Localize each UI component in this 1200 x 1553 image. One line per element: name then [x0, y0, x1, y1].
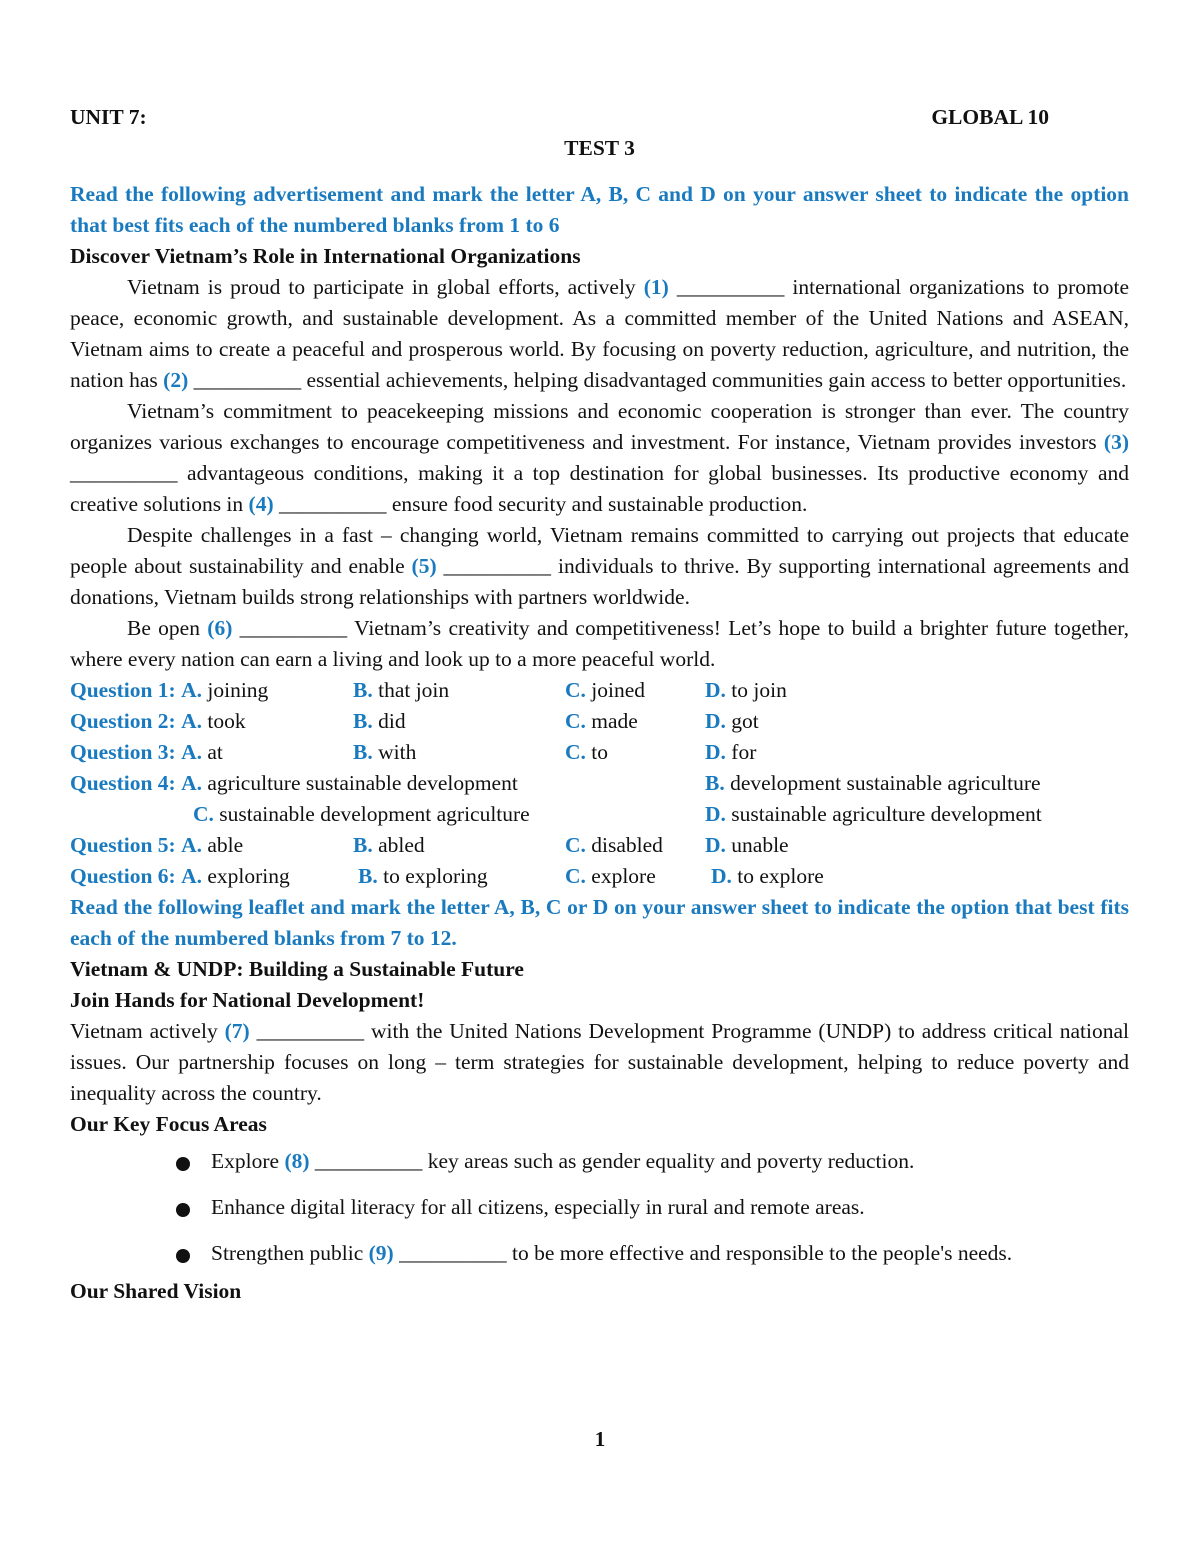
option-b-wrap[interactable]: B. that join — [353, 678, 450, 702]
text: Be open — [127, 616, 208, 640]
section2-instruction: Read the following leaflet and mark the letter A, B, C or D on your answer sheet to indicate the option that best fits each of the numbered blanks from 7 to 12. — [70, 895, 1129, 950]
leaflet-paragraph-1 — [70, 1016, 1129, 1109]
option-a[interactable]: agriculture sustainable development — [207, 771, 518, 795]
text: with the United Nations Development Programme (UNDP) to address critical national issues. Our partnership focuses on long – term strategies for sustainable development, helping to reduce poverty and inequality across the country. — [70, 1019, 1129, 1105]
option-c-wrap[interactable]: C. made — [565, 709, 638, 733]
option-b-wrap[interactable]: B. with — [353, 740, 417, 764]
passage-paragraph-3 — [70, 520, 1129, 613]
text: Despite challenges in a fast – changing world, Vietnam remains committed to carrying out projects that educate people about sustainability and enable — [70, 523, 1129, 578]
list-item: Enhance digital literacy for all citizens, especially in rural and remote areas. — [70, 1192, 1129, 1238]
blank-1: __________ — [668, 275, 793, 299]
text: international organizations to promote peace, economic growth, and sustainable development. As a committed member of the United Nations and ASEAN, Vietnam aims to create a peaceful and prosperous world. By focusing on poverty reduction, agriculture, and nutrition, the nation has — [70, 275, 1129, 392]
question-4-row-2 — [70, 799, 1129, 830]
option-d-wrap[interactable]: D. to join — [705, 678, 787, 702]
option-c-wrap[interactable]: C. explore — [565, 864, 656, 888]
text: Vietnam’s creativity and competitiveness! Let’s hope to build a brighter future together, where every nation can earn a living and look up to a more peaceful world. — [70, 616, 1129, 671]
unit-label: UNIT 7: — [70, 105, 147, 129]
question-6 — [70, 861, 1129, 892]
bullet-icon — [176, 1157, 190, 1171]
option-d-wrap[interactable]: D. got — [705, 709, 759, 733]
list-item: Strengthen public (9) __________ to be more effective and responsible to the people's needs. — [70, 1238, 1129, 1284]
option-c[interactable]: to — [591, 740, 609, 764]
blank-number-8: (8) — [284, 1149, 310, 1173]
text: Vietnam’s commitment to peacekeeping missions and economic cooperation is stronger than ever. The country organizes various exchanges to encourage competitiveness and investment. For instance, Vietnam provides investors — [70, 399, 1129, 454]
option-a[interactable]: at — [207, 740, 223, 764]
option-d-wrap[interactable]: D. sustainable agriculture development — [705, 802, 1042, 826]
passage-paragraph-1 — [70, 272, 1129, 396]
question-label: Question 1: A. joining — [70, 678, 269, 702]
blank-4: __________ — [273, 492, 392, 516]
list-item: Explore (8) __________ key areas such as gender equality and poverty reduction. — [70, 1146, 1129, 1192]
option-d[interactable]: unable — [731, 833, 789, 857]
option-a[interactable]: exploring — [207, 864, 290, 888]
passage-paragraph-2 — [70, 396, 1129, 520]
question-label: Question 5: A. able — [70, 833, 244, 857]
section2-title: Vietnam & UNDP: Building a Sustainable Future — [70, 957, 524, 981]
option-d[interactable]: to join — [731, 678, 787, 702]
vision-heading: Our Shared Vision — [70, 1279, 242, 1303]
question-label: Question 4: A. agriculture sustainable development — [70, 771, 518, 795]
blank-number-9: (9) — [368, 1241, 394, 1265]
bullet-icon — [176, 1249, 190, 1263]
option-d[interactable]: sustainable agriculture development — [731, 802, 1042, 826]
blank-5: __________ — [436, 554, 558, 578]
option-b[interactable]: to exploring — [383, 864, 488, 888]
option-a[interactable]: took — [207, 709, 246, 733]
option-b-wrap[interactable]: B. development sustainable agriculture — [705, 771, 1041, 795]
option-c-wrap[interactable]: C. to — [565, 740, 609, 764]
document-page — [70, 102, 1129, 1307]
text: Vietnam is proud to participate in global efforts, actively — [127, 275, 644, 299]
option-c[interactable]: joined — [591, 678, 646, 702]
question-label: Question 2: A. took — [70, 709, 246, 733]
option-c-wrap[interactable]: C. disabled — [565, 833, 663, 857]
option-d-wrap[interactable]: D. for — [705, 740, 757, 764]
option-b-wrap[interactable]: B. abled — [353, 833, 425, 857]
course-label: GLOBAL 10 — [931, 105, 1049, 129]
passage-paragraph-4 — [70, 613, 1129, 675]
option-c-wrap[interactable]: C. joined — [565, 678, 646, 702]
blank-number-4: (4) — [248, 492, 274, 516]
blank-number-1: (1) — [643, 275, 669, 299]
section1-title: Discover Vietnam’s Role in International Organizations — [70, 244, 581, 268]
focus-list — [70, 1146, 1129, 1284]
blank-number-5: (5) — [411, 554, 437, 578]
option-c[interactable]: made — [591, 709, 638, 733]
focus-heading: Our Key Focus Areas — [70, 1112, 267, 1136]
blank-7: __________ — [249, 1019, 371, 1043]
question-1 — [70, 675, 1129, 706]
option-b-wrap[interactable]: B. did — [353, 709, 406, 733]
header-row — [70, 102, 1129, 133]
blank-3: __________ — [70, 461, 188, 485]
option-c[interactable]: sustainable development agriculture — [219, 802, 530, 826]
text: Vietnam actively — [70, 1019, 225, 1043]
option-b[interactable]: that join — [378, 678, 450, 702]
blank-number-6: (6) — [207, 616, 233, 640]
question-4 — [70, 768, 1129, 799]
option-c[interactable]: disabled — [591, 833, 663, 857]
text: ensure food security and sustainable production. — [391, 492, 808, 516]
option-d[interactable]: for — [731, 740, 757, 764]
text: advantageous conditions, making it a top destination for global businesses. Its productive economy and creative solutions in — [70, 461, 1130, 516]
question-3 — [70, 737, 1129, 768]
question-label: Question 3: A. at — [70, 740, 223, 764]
page-number: 1 — [594, 1427, 606, 1451]
option-b-wrap[interactable]: B. to exploring — [358, 864, 488, 888]
option-b[interactable]: with — [378, 740, 417, 764]
option-b[interactable]: abled — [378, 833, 425, 857]
blank-number-3: (3) — [1103, 430, 1129, 454]
option-d[interactable]: to explore — [737, 864, 824, 888]
option-d-wrap[interactable]: D. unable — [705, 833, 789, 857]
blank-number-2: (2) — [163, 368, 189, 392]
option-c[interactable]: explore — [591, 864, 656, 888]
blank-number-7: (7) — [224, 1019, 250, 1043]
question-label: Question 6: A. exploring — [70, 864, 290, 888]
test-title: TEST 3 — [564, 136, 635, 160]
text: individuals to thrive. By supporting international agreements and donations, Vietnam builds strong relationships with partners worldwide. — [70, 554, 1129, 609]
question-5 — [70, 830, 1129, 861]
question-2 — [70, 706, 1129, 737]
text: essential achievements, helping disadvantaged communities gain access to better opportunities. — [306, 368, 1127, 392]
option-d-wrap[interactable]: D. to explore — [711, 864, 824, 888]
blank-6: __________ — [232, 616, 355, 640]
option-c-wrap[interactable]: C. sustainable development agriculture — [193, 802, 530, 826]
option-b[interactable]: did — [378, 709, 406, 733]
option-b[interactable]: development sustainable agriculture — [730, 771, 1041, 795]
option-d[interactable]: got — [731, 709, 759, 733]
section1-instruction: Read the following advertisement and mark the letter A, B, C and D on your answer sheet to indicate the option that best fits each of the numbered blanks from 1 to 6 — [70, 182, 1129, 237]
option-a[interactable]: able — [207, 833, 244, 857]
bullet-icon — [176, 1203, 190, 1217]
blank-2: __________ — [188, 368, 307, 392]
option-a[interactable]: joining — [207, 678, 269, 702]
section2-subtitle: Join Hands for National Development! — [70, 988, 425, 1012]
